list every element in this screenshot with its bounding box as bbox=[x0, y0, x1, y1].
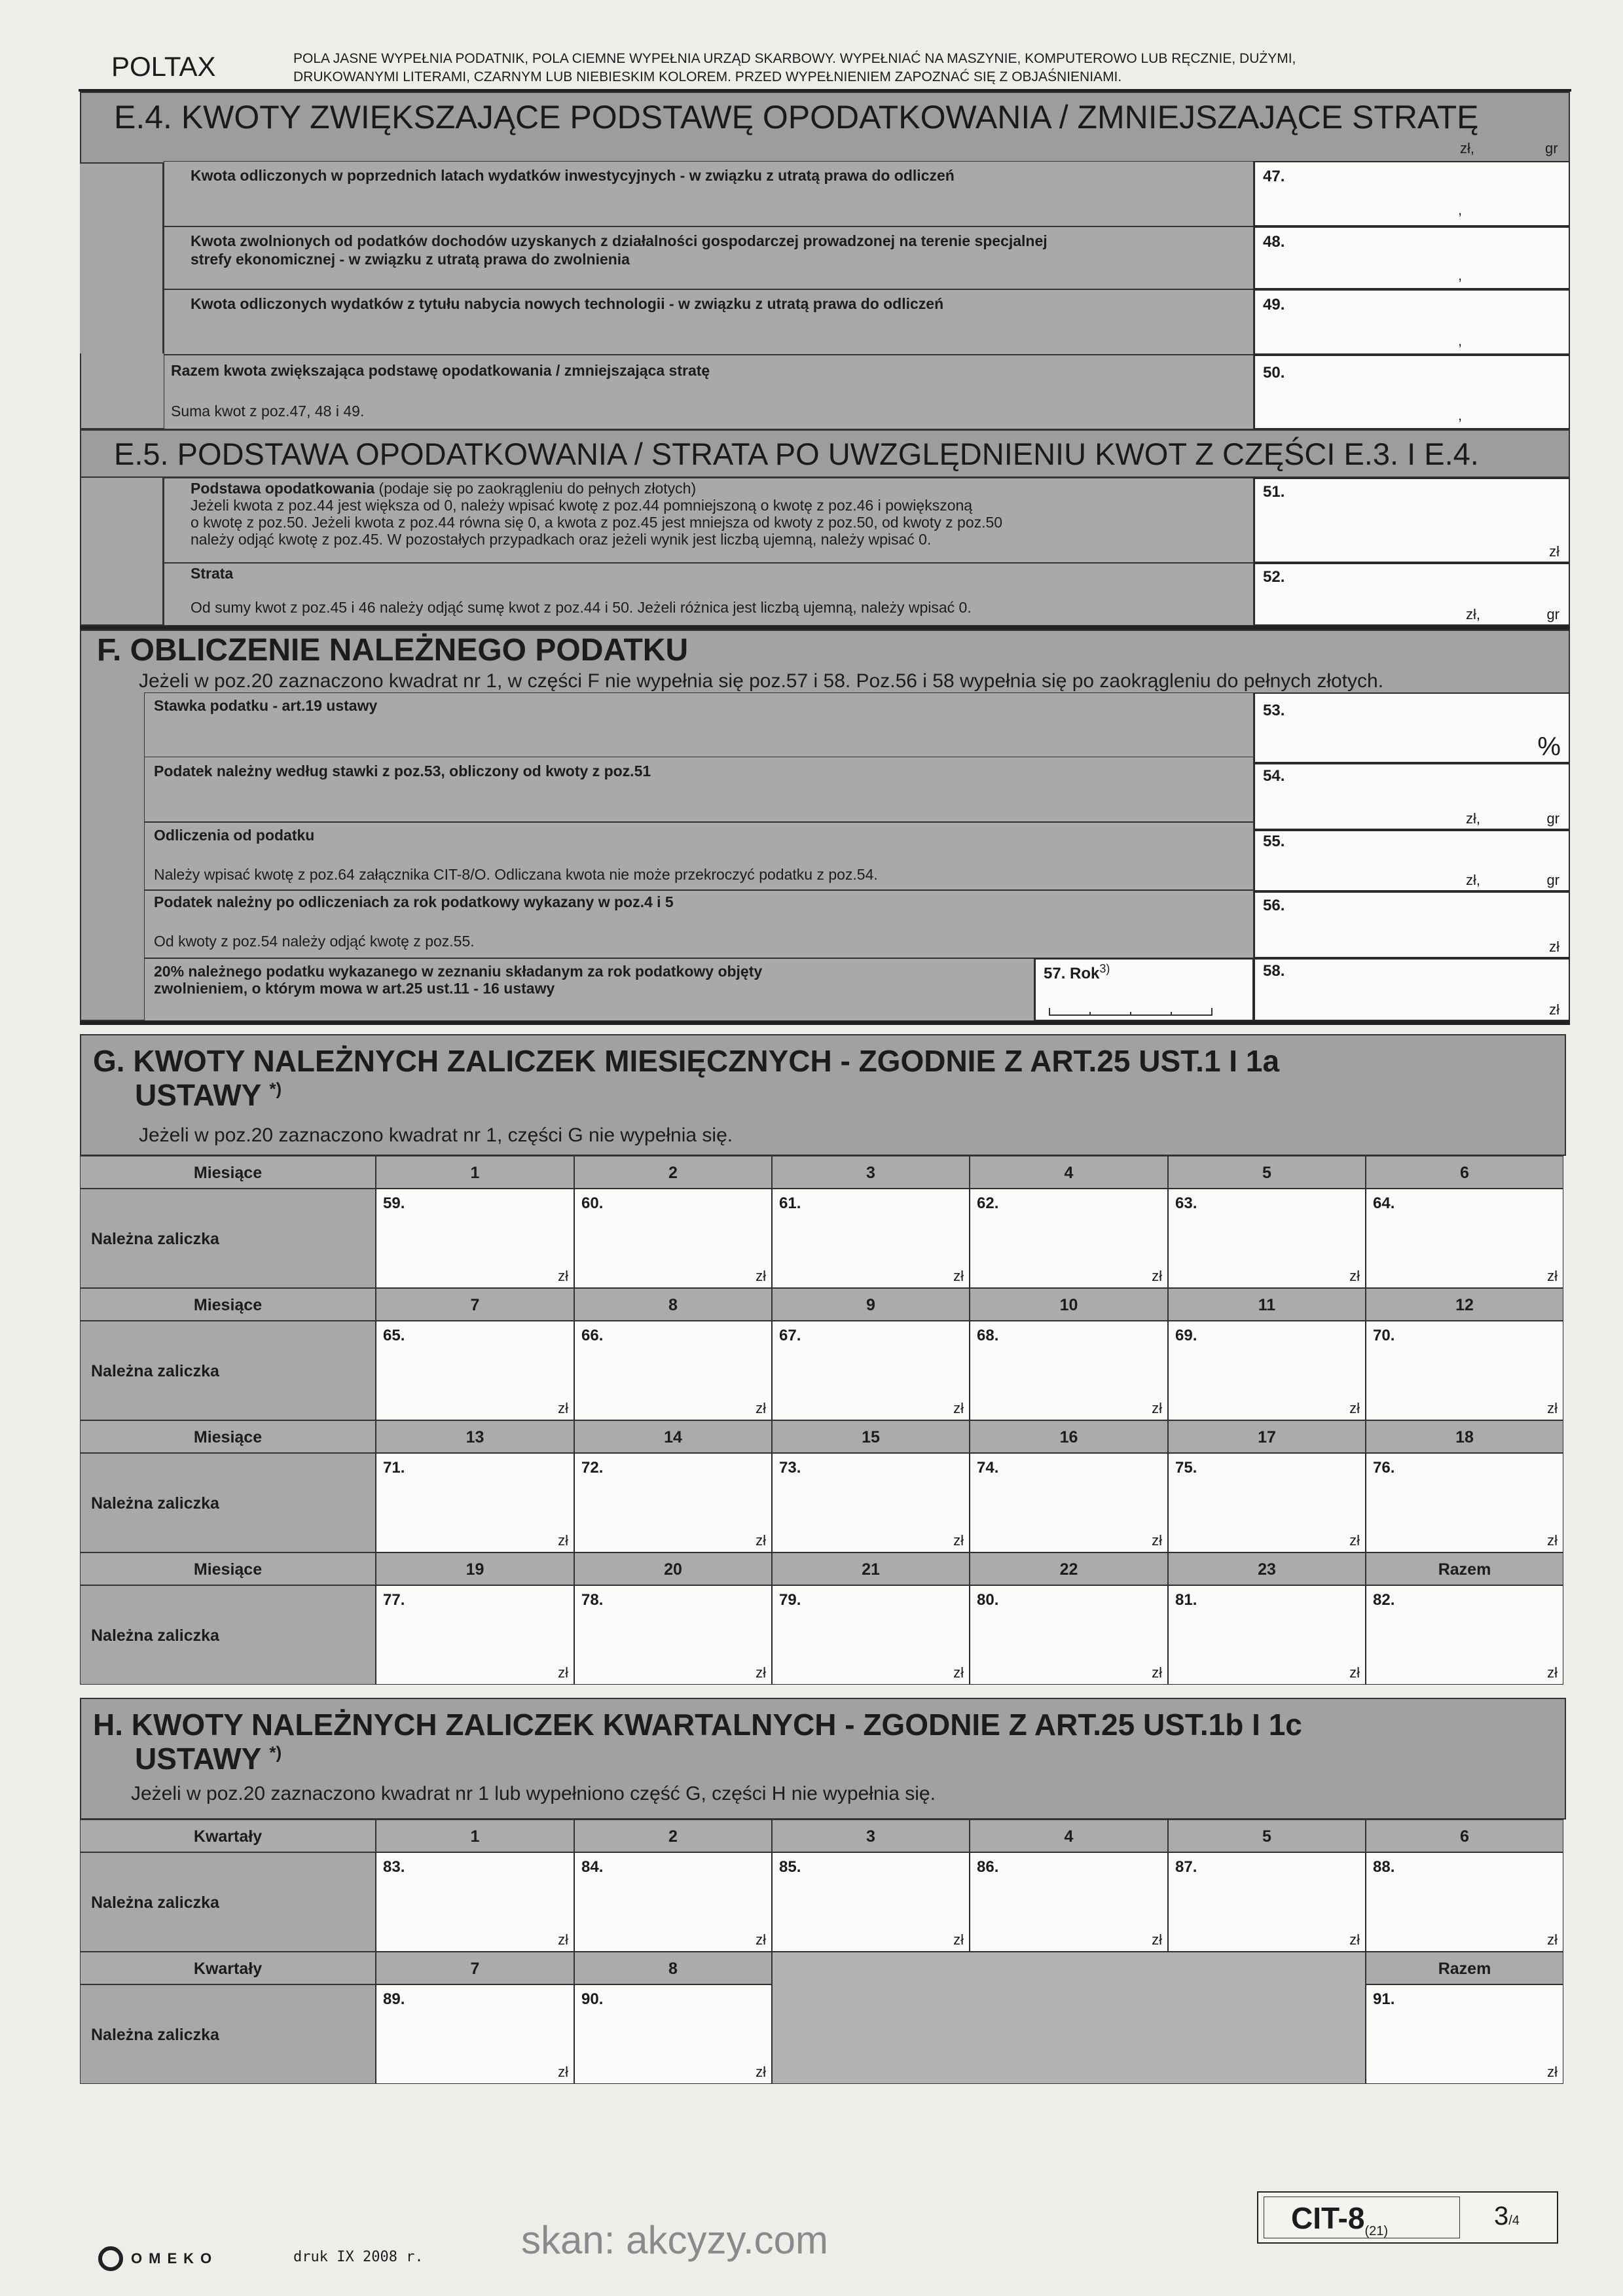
field-47-number: 47. bbox=[1263, 168, 1285, 185]
field-54[interactable] bbox=[1254, 763, 1570, 830]
g-block-4-head-22: 22 bbox=[970, 1552, 1168, 1585]
field-47-comma: , bbox=[1458, 202, 1463, 218]
field-unit-zl: zł bbox=[1152, 1664, 1162, 1681]
field-63[interactable] bbox=[1168, 1189, 1366, 1288]
g-block-4-head-Razem: Razem bbox=[1366, 1552, 1563, 1585]
field-unit-zl: zł bbox=[953, 1268, 964, 1284]
f-row-55 bbox=[144, 822, 1254, 890]
field-unit-zl: zł bbox=[756, 1931, 766, 1948]
field-unit-zl: zł bbox=[1547, 1931, 1558, 1948]
field-unit-zl: zł bbox=[756, 1532, 766, 1549]
field-unit-zl: zł bbox=[1349, 1664, 1360, 1681]
field-unit-zl: zł bbox=[756, 2064, 766, 2080]
field-unit-zl: zł bbox=[558, 1664, 568, 1681]
g-block-1-head-4: 4 bbox=[970, 1156, 1168, 1189]
field-number: 76. bbox=[1373, 1459, 1395, 1477]
e4-row-48-label-2: strefy ekonomicznej - w związku z utratą prawa do zwolnienia bbox=[191, 251, 630, 268]
f-pct-line-2: zwolnieniem, o którym mowa w art.25 ust.11 - 16 ustawy bbox=[154, 980, 555, 997]
e4-header-units bbox=[1460, 140, 1565, 160]
g-block-3-head-17: 17 bbox=[1168, 1420, 1366, 1453]
scan-credit: skan: akcyzy.com bbox=[521, 2218, 829, 2262]
field-55-zl: zł, bbox=[1466, 872, 1480, 888]
g-block-2-row-label-text: Należna zaliczka bbox=[91, 1362, 219, 1380]
field-71[interactable] bbox=[376, 1453, 574, 1552]
field-54-zl: zł, bbox=[1466, 810, 1480, 827]
h-block-2-row-label-text: Należna zaliczka bbox=[91, 2026, 219, 2044]
field-84[interactable] bbox=[574, 1852, 772, 1952]
page-total: /4 bbox=[1508, 2214, 1520, 2228]
h-block-2-filler bbox=[772, 1952, 1366, 2084]
g-block-2-head-label: Miesiące bbox=[80, 1288, 376, 1321]
field-53-number: 53. bbox=[1263, 702, 1285, 719]
e5-loss-sub: Od sumy kwot z poz.45 i 46 należy odjąć sumę kwot z poz.44 i 50. Jeżeli różnica jest liczbą ujemną, należy wpisać 0. bbox=[191, 599, 972, 616]
e5-base-title bbox=[191, 480, 696, 497]
field-unit-zl: zł bbox=[953, 1931, 964, 1948]
field-55-gr: gr bbox=[1546, 872, 1559, 888]
field-53[interactable] bbox=[1254, 692, 1570, 763]
field-50[interactable] bbox=[1254, 355, 1570, 429]
section-h-title-2 bbox=[135, 1741, 282, 1776]
h-block-1-row-label bbox=[80, 1852, 376, 1952]
field-unit-zl: zł bbox=[1547, 1268, 1558, 1284]
field-57-year[interactable] bbox=[1034, 958, 1254, 1021]
field-57-label-text: 57. Rok bbox=[1044, 965, 1100, 982]
field-unit-zl: zł bbox=[1349, 1400, 1360, 1416]
e5-left-strip bbox=[80, 478, 164, 626]
page-current: 3 bbox=[1494, 2202, 1509, 2231]
field-76[interactable] bbox=[1366, 1453, 1563, 1552]
g-block-4-head-20: 20 bbox=[574, 1552, 772, 1585]
field-unit-zl: zł bbox=[558, 2064, 568, 2080]
field-unit-zl: zł bbox=[558, 1931, 568, 1948]
h-block-1-head-5: 5 bbox=[1168, 1820, 1366, 1852]
e5-base-paren: (podaje się po zaokrągleniu do pełnych złotych) bbox=[374, 480, 697, 497]
g-block-2-head-8: 8 bbox=[574, 1288, 772, 1321]
field-number: 80. bbox=[977, 1591, 999, 1609]
year-tick-2 bbox=[1130, 1012, 1131, 1016]
field-50-comma: , bbox=[1458, 407, 1463, 423]
h-block-2-head-7: 7 bbox=[376, 1952, 574, 1984]
field-49-comma: , bbox=[1458, 332, 1463, 349]
field-58[interactable] bbox=[1254, 958, 1570, 1021]
field-66[interactable] bbox=[574, 1321, 772, 1420]
e5-loss-label: Strata bbox=[191, 565, 234, 582]
field-50-number: 50. bbox=[1263, 364, 1285, 382]
field-number: 73. bbox=[779, 1459, 801, 1477]
field-53-percent: % bbox=[1537, 732, 1561, 761]
page-number bbox=[1494, 2202, 1520, 2231]
e5-base-line-2: o kwotę z poz.50. Jeżeli kwota z poz.44 równa się 0, a kwota z poz.45 jest mniejsza od kwoty z poz.50, od kwoty z poz.50 bbox=[191, 514, 1003, 531]
field-number: 77. bbox=[383, 1591, 405, 1609]
field-unit-zl: zł bbox=[1547, 1400, 1558, 1416]
field-51[interactable] bbox=[1254, 478, 1570, 563]
field-unit-zl: zł bbox=[1152, 1532, 1162, 1549]
field-58-number: 58. bbox=[1263, 962, 1285, 980]
publisher-name: OMEKO bbox=[131, 2250, 219, 2267]
g-block-4-head-19: 19 bbox=[376, 1552, 574, 1585]
section-g-title-sup: *) bbox=[269, 1079, 282, 1099]
field-number: 65. bbox=[383, 1327, 405, 1344]
section-e4-title: E.4. KWOTY ZWIĘKSZAJĄCE PODSTAWĘ OPODATKOWANIA / ZMNIEJSZAJĄCE STRATĘ bbox=[114, 99, 1479, 135]
section-e5-title: E.5. PODSTAWA OPODATKOWANIA / STRATA PO UWZGLĘDNIENIU KWOT Z CZĘŚCI E.3. I E.4. bbox=[114, 437, 1479, 471]
h-block-1-head-3: 3 bbox=[772, 1820, 970, 1852]
field-number: 82. bbox=[1373, 1591, 1395, 1609]
field-55-number: 55. bbox=[1263, 833, 1285, 850]
field-86[interactable] bbox=[970, 1852, 1168, 1952]
field-60[interactable] bbox=[574, 1189, 772, 1288]
f-rate-label: Stawka podatku - art.19 ustawy bbox=[154, 697, 378, 714]
field-unit-zl: zł bbox=[1349, 1931, 1360, 1948]
g-block-2-head-12: 12 bbox=[1366, 1288, 1563, 1321]
f-tax-label: Podatek należny według stawki z poz.53, obliczony od kwoty z poz.51 bbox=[154, 762, 651, 780]
field-87[interactable] bbox=[1168, 1852, 1366, 1952]
field-unit-zl: zł bbox=[558, 1268, 568, 1284]
field-number: 63. bbox=[1175, 1194, 1197, 1212]
field-80[interactable] bbox=[970, 1585, 1168, 1685]
h-block-1-head-label: Kwartały bbox=[80, 1820, 376, 1852]
field-62[interactable] bbox=[970, 1189, 1168, 1288]
field-number: 59. bbox=[383, 1194, 405, 1212]
e4-total-label: Razem kwota zwiększająca podstawę opodatkowania / zmniejszająca stratę bbox=[171, 362, 710, 379]
f-row-54 bbox=[144, 757, 1254, 822]
field-74[interactable] bbox=[970, 1453, 1168, 1552]
field-56-zl: zł bbox=[1549, 939, 1559, 955]
form-id-box bbox=[1257, 2191, 1558, 2244]
h-block-2-head-label: Kwartały bbox=[80, 1952, 376, 1984]
field-54-gr: gr bbox=[1546, 810, 1559, 827]
section-h-note: Jeżeli w poz.20 zaznaczono kwadrat nr 1 lub wypełniono część G, części H nie wypełnia się. bbox=[131, 1783, 936, 1804]
h-block-1-head-1: 1 bbox=[376, 1820, 574, 1852]
field-number: 66. bbox=[581, 1327, 604, 1344]
field-unit-zl: zł bbox=[1152, 1400, 1162, 1416]
g-block-4-head-21: 21 bbox=[772, 1552, 970, 1585]
field-unit-zl: zł bbox=[953, 1532, 964, 1549]
field-55[interactable] bbox=[1254, 830, 1570, 891]
field-number: 91. bbox=[1373, 1990, 1395, 2008]
field-51-zl: zł bbox=[1549, 543, 1559, 560]
field-61[interactable] bbox=[772, 1189, 970, 1288]
g-block-1-head-2: 2 bbox=[574, 1156, 772, 1189]
field-73[interactable] bbox=[772, 1453, 970, 1552]
g-block-3-head-13: 13 bbox=[376, 1420, 574, 1453]
field-number: 85. bbox=[779, 1858, 801, 1876]
g-block-2-row-label bbox=[80, 1321, 376, 1420]
e4-row-47 bbox=[164, 161, 1254, 226]
g-block-2-head-10: 10 bbox=[970, 1288, 1168, 1321]
g-block-3-head-label: Miesiące bbox=[80, 1420, 376, 1453]
field-65[interactable] bbox=[376, 1321, 574, 1420]
e4-row-47-label: Kwota odliczonych w poprzednich latach wydatków inwestycyjnych - w związku z utratą prawa do odliczeń bbox=[191, 167, 955, 184]
h-block-1-head-2: 2 bbox=[574, 1820, 772, 1852]
field-75[interactable] bbox=[1168, 1453, 1366, 1552]
f-ded-sub: Należy wpisać kwotę z poz.64 załącznika CIT-8/O. Odliczana kwota nie może przekroczyć podatku z poz.54. bbox=[154, 866, 878, 883]
e5-base-bold: Podstawa opodatkowania bbox=[191, 480, 375, 497]
field-unit-zl: zł bbox=[756, 1400, 766, 1416]
g-block-2-head-9: 9 bbox=[772, 1288, 970, 1321]
field-91[interactable] bbox=[1366, 1984, 1563, 2084]
header-instruction-2: DRUKOWANYMI LITERAMI, CZARNYM LUB NIEBIESKIM KOLOREM. PRZED WYPEŁNIENIEM ZAPOZNAĆ SIĘ Z OBJAŚNIENIAMI. bbox=[293, 69, 1122, 84]
field-number: 72. bbox=[581, 1459, 604, 1477]
field-number: 71. bbox=[383, 1459, 405, 1477]
unit-gr: gr bbox=[1545, 140, 1558, 156]
field-83[interactable] bbox=[376, 1852, 574, 1952]
g-block-1-head-label: Miesiące bbox=[80, 1156, 376, 1189]
field-79[interactable] bbox=[772, 1585, 970, 1685]
field-unit-zl: zł bbox=[1152, 1931, 1162, 1948]
field-47[interactable] bbox=[1254, 161, 1570, 226]
section-h-title-2-text: USTAWY bbox=[135, 1742, 261, 1776]
g-block-3-head-16: 16 bbox=[970, 1420, 1168, 1453]
field-56-number: 56. bbox=[1263, 897, 1285, 914]
g-block-1-head-3: 3 bbox=[772, 1156, 970, 1189]
f-after-sub: Od kwoty z poz.54 należy odjąć kwotę z poz.55. bbox=[154, 933, 475, 950]
header-instruction-1: POLA JASNE WYPEŁNIA PODATNIK, POLA CIEMNE WYPEŁNIA URZĄD SKARBOWY. WYPEŁNIAĆ NA MASZYNIE, KOMPUTEROWO LUB RĘCZNIE, DUŻYMI, bbox=[293, 51, 1296, 66]
g-block-1-row-label-text: Należna zaliczka bbox=[91, 1230, 219, 1248]
field-51-number: 51. bbox=[1263, 483, 1285, 501]
field-56[interactable] bbox=[1254, 891, 1570, 958]
field-unit-zl: zł bbox=[1349, 1268, 1360, 1284]
field-number: 60. bbox=[581, 1194, 604, 1212]
g-block-3-row-label bbox=[80, 1453, 376, 1552]
g-block-3-head-18: 18 bbox=[1366, 1420, 1563, 1453]
poltax-brand: POLTAX bbox=[111, 51, 216, 82]
g-block-4-row-label-text: Należna zaliczka bbox=[91, 1626, 219, 1645]
e4-row-48-label: Kwota zwolnionych od podatków dochodów uzyskanych z działalności gospodarczej prowadzonej na terenie specjalnej bbox=[191, 232, 1048, 249]
h-block-2-head-8: 8 bbox=[574, 1952, 772, 1984]
section-g-title-2-text: USTAWY bbox=[135, 1078, 261, 1112]
field-59[interactable] bbox=[376, 1189, 574, 1288]
field-number: 88. bbox=[1373, 1858, 1395, 1876]
field-number: 68. bbox=[977, 1327, 999, 1344]
print-info: druk IX 2008 r. bbox=[293, 2249, 424, 2265]
f-ded-label: Odliczenia od podatku bbox=[154, 827, 315, 844]
f-pct-line-1: 20% należnego podatku wykazanego w zeznaniu składanym za rok podatkowy objęty bbox=[154, 963, 763, 980]
field-unit-zl: zł bbox=[1547, 1664, 1558, 1681]
field-52[interactable] bbox=[1254, 563, 1570, 626]
section-h-title-1: H. KWOTY NALEŻNYCH ZALICZEK KWARTALNYCH - ZGODNIE Z ART.25 UST.1b I 1c bbox=[93, 1708, 1302, 1742]
f-after-label: Podatek należny po odliczeniach za rok podatkowy wykazany w poz.4 i 5 bbox=[154, 893, 674, 910]
unit-zl: zł, bbox=[1460, 140, 1474, 156]
section-e4-header bbox=[80, 92, 1570, 164]
field-number: 84. bbox=[581, 1858, 604, 1876]
g-block-3-head-15: 15 bbox=[772, 1420, 970, 1453]
field-69[interactable] bbox=[1168, 1321, 1366, 1420]
section-g-title-2 bbox=[135, 1077, 282, 1113]
field-number: 89. bbox=[383, 1990, 405, 2008]
section-g-title-1: G. KWOTY NALEŻNYCH ZALICZEK MIESIĘCZNYCH - ZGODNIE Z ART.25 UST.1 I 1a bbox=[93, 1044, 1280, 1078]
year-tick-3 bbox=[1171, 1012, 1172, 1016]
field-49-number: 49. bbox=[1263, 296, 1285, 314]
e5-base-line-3: należy odjąć kwotę z poz.45. W pozostałych przypadkach oraz jeżeli wynik jest liczbą ujemną, należy wpisać 0. bbox=[191, 531, 932, 548]
g-block-1-head-5: 5 bbox=[1168, 1156, 1366, 1189]
field-unit-zl: zł bbox=[1547, 2064, 1558, 2080]
f-bottom-rule bbox=[80, 1021, 1570, 1025]
field-number: 61. bbox=[779, 1194, 801, 1212]
section-f-note: Jeżeli w poz.20 zaznaczono kwadrat nr 1, w części F nie wypełnia się poz.57 i 58. Poz.56 i 58 wypełnia się po zaokrągleniu do pełnych złotych. bbox=[139, 670, 1384, 692]
field-57-label bbox=[1044, 962, 1110, 983]
field-49[interactable] bbox=[1254, 289, 1570, 355]
field-82[interactable] bbox=[1366, 1585, 1563, 1685]
field-unit-zl: zł bbox=[558, 1400, 568, 1416]
section-h-title-sup: *) bbox=[269, 1742, 282, 1763]
year-tick-1 bbox=[1089, 1012, 1091, 1016]
field-number: 81. bbox=[1175, 1591, 1197, 1609]
f-row-58 bbox=[144, 958, 1034, 1021]
field-number: 67. bbox=[779, 1327, 801, 1344]
form-version: (21) bbox=[1364, 2224, 1389, 2239]
field-52-number: 52. bbox=[1263, 568, 1285, 586]
e4-left-strip bbox=[80, 164, 164, 353]
field-unit-zl: zł bbox=[558, 1532, 568, 1549]
f-row-56 bbox=[144, 890, 1254, 958]
field-number: 83. bbox=[383, 1858, 405, 1876]
field-unit-zl: zł bbox=[1152, 1268, 1162, 1284]
field-unit-zl: zł bbox=[953, 1400, 964, 1416]
field-78[interactable] bbox=[574, 1585, 772, 1685]
field-48[interactable] bbox=[1254, 226, 1570, 289]
field-number: 69. bbox=[1175, 1327, 1197, 1344]
e4-row-50 bbox=[164, 355, 1254, 429]
field-number: 86. bbox=[977, 1858, 999, 1876]
field-89[interactable] bbox=[376, 1984, 574, 2084]
field-number: 74. bbox=[977, 1459, 999, 1477]
e5-base-line-1: Jeżeli kwota z poz.44 jest większa od 0, należy wpisać kwotę z poz.44 pomniejszoną o kwotę z poz.46 i powiększoną bbox=[191, 497, 973, 514]
field-number: 75. bbox=[1175, 1459, 1197, 1477]
h-block-2-head-total: Razem bbox=[1366, 1952, 1563, 1984]
e5-row-51 bbox=[164, 478, 1254, 563]
field-number: 62. bbox=[977, 1194, 999, 1212]
field-52-gr: gr bbox=[1546, 606, 1559, 622]
g-block-4-head-label: Miesiące bbox=[80, 1552, 376, 1585]
e5-row-52 bbox=[164, 563, 1254, 626]
g-block-4-head-23: 23 bbox=[1168, 1552, 1366, 1585]
form-name bbox=[1291, 2200, 1388, 2239]
field-68[interactable] bbox=[970, 1321, 1168, 1420]
field-85[interactable] bbox=[772, 1852, 970, 1952]
field-number: 79. bbox=[779, 1591, 801, 1609]
form-name-text: CIT-8 bbox=[1291, 2201, 1365, 2235]
h-block-1-row-label-text: Należna zaliczka bbox=[91, 1893, 219, 1912]
g-block-1-head-1: 1 bbox=[376, 1156, 574, 1189]
field-unit-zl: zł bbox=[953, 1664, 964, 1681]
field-number: 87. bbox=[1175, 1858, 1197, 1876]
e4-total-sub: Suma kwot z poz.47, 48 i 49. bbox=[171, 403, 365, 420]
field-number: 90. bbox=[581, 1990, 604, 2008]
field-number: 78. bbox=[581, 1591, 604, 1609]
field-48-number: 48. bbox=[1263, 233, 1285, 251]
section-f-title: F. OBLICZENIE NALEŻNEGO PODATKU bbox=[97, 633, 689, 668]
field-number: 70. bbox=[1373, 1327, 1395, 1344]
g-block-2-head-7: 7 bbox=[376, 1288, 574, 1321]
omeko-logo-icon bbox=[98, 2246, 123, 2271]
h-block-1-head-6: 6 bbox=[1366, 1820, 1563, 1852]
g-block-2-head-11: 11 bbox=[1168, 1288, 1366, 1321]
field-64[interactable] bbox=[1366, 1189, 1563, 1288]
e4-row-49-label: Kwota odliczonych wydatków z tytułu nabycia nowych technologii - w związku z utratą prawa do odliczeń bbox=[191, 295, 944, 312]
g-block-1-head-6: 6 bbox=[1366, 1156, 1563, 1189]
g-block-4-row-label bbox=[80, 1585, 376, 1685]
field-58-zl: zł bbox=[1549, 1001, 1559, 1018]
field-unit-zl: zł bbox=[756, 1268, 766, 1284]
h-block-2-row-label bbox=[80, 1984, 376, 2084]
field-52-zl: zł, bbox=[1466, 606, 1480, 622]
g-block-3-head-14: 14 bbox=[574, 1420, 772, 1453]
field-70[interactable] bbox=[1366, 1321, 1563, 1420]
field-unit-zl: zł bbox=[1349, 1532, 1360, 1549]
field-57-sup: 3) bbox=[1099, 962, 1110, 975]
field-unit-zl: zł bbox=[756, 1664, 766, 1681]
g-block-1-row-label bbox=[80, 1189, 376, 1288]
g-block-3-row-label-text: Należna zaliczka bbox=[91, 1494, 219, 1513]
field-unit-zl: zł bbox=[1547, 1532, 1558, 1549]
field-67[interactable] bbox=[772, 1321, 970, 1420]
field-90[interactable] bbox=[574, 1984, 772, 2084]
field-54-number: 54. bbox=[1263, 767, 1285, 785]
e4-row-49 bbox=[164, 289, 1254, 355]
section-g-note: Jeżeli w poz.20 zaznaczono kwadrat nr 1, części G nie wypełnia się. bbox=[139, 1124, 733, 1146]
e4-row-48 bbox=[164, 226, 1254, 289]
field-72[interactable] bbox=[574, 1453, 772, 1552]
field-48-comma: , bbox=[1458, 267, 1463, 283]
field-77[interactable] bbox=[376, 1585, 574, 1685]
field-81[interactable] bbox=[1168, 1585, 1366, 1685]
field-number: 64. bbox=[1373, 1194, 1395, 1212]
h-block-1-head-4: 4 bbox=[970, 1820, 1168, 1852]
section-e5-header bbox=[80, 429, 1570, 478]
field-88[interactable] bbox=[1366, 1852, 1563, 1952]
